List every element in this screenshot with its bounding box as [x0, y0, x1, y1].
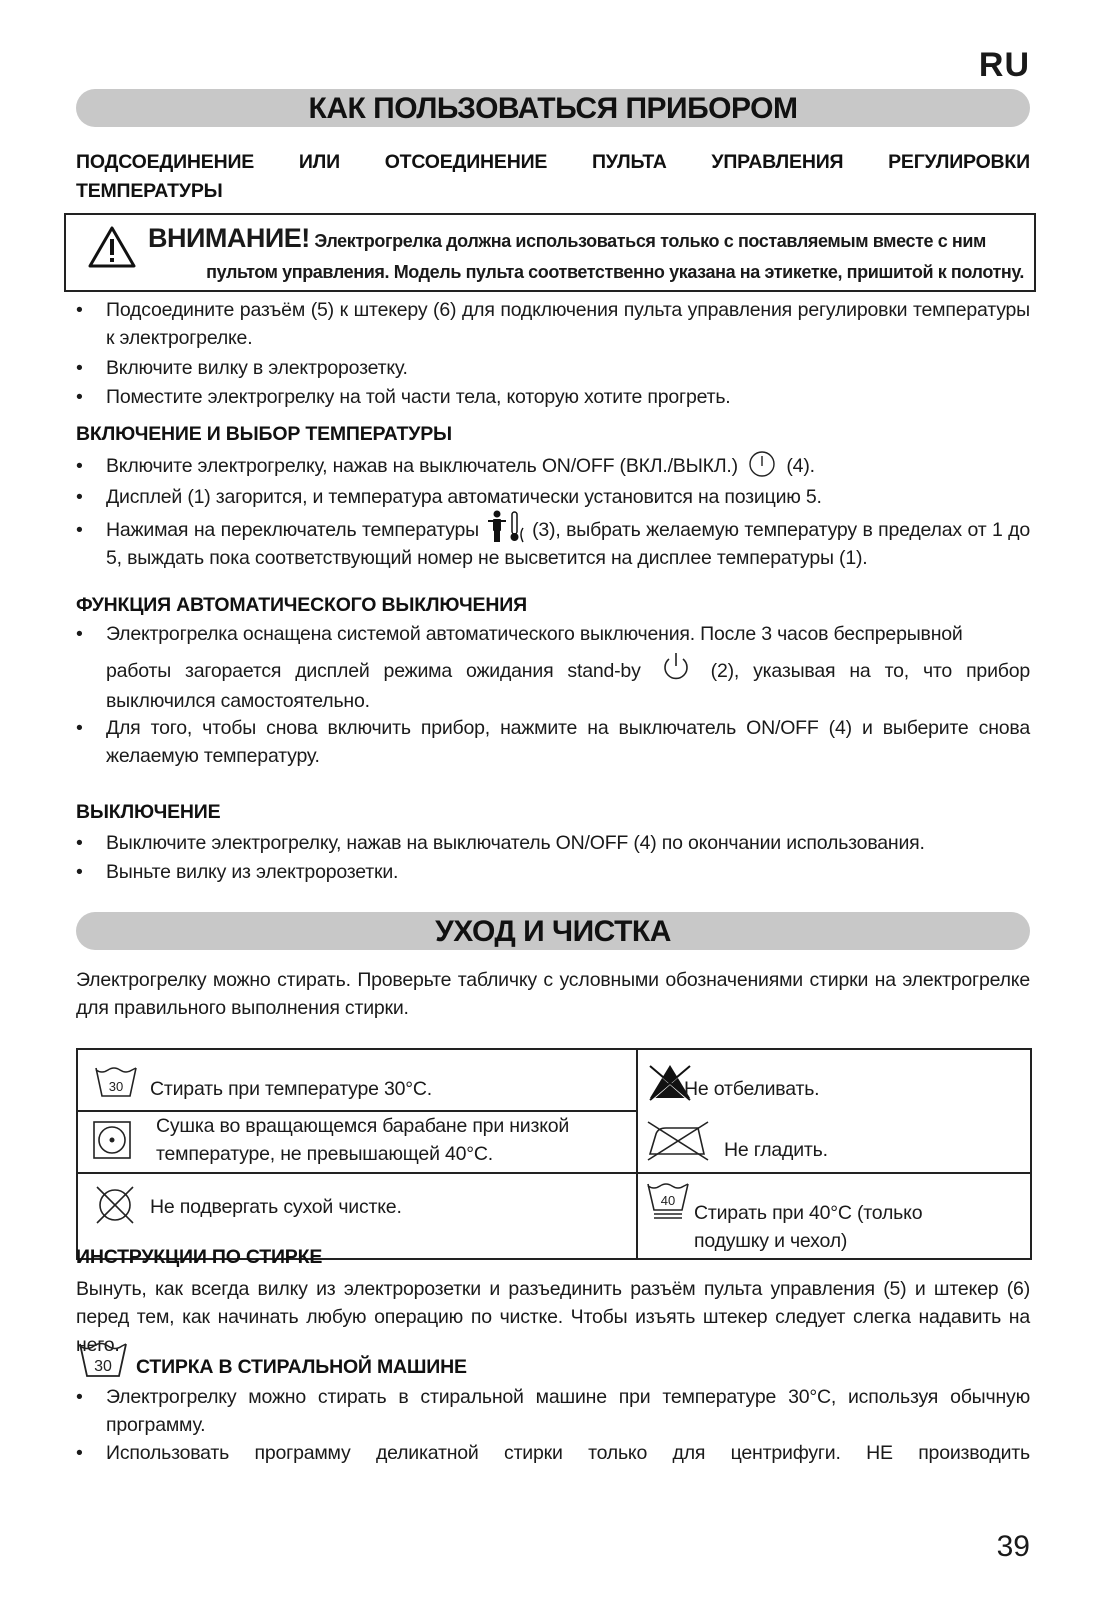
page-number: 39	[996, 1530, 1030, 1563]
no-dry-clean-icon	[94, 1184, 136, 1226]
tumble-dry-label: Сушка во вращающемся барабане при низкой температуре, не превышающей 40°C.	[156, 1115, 570, 1165]
warning-line-1: Электрогрелка должна использоваться только с поставляемым вместе с ним	[314, 231, 986, 251]
power-on-heading: ВКЛЮЧЕНИЕ И ВЫБОР ТЕМПЕРАТУРЫ	[76, 423, 452, 445]
no-dry-clean-label: Не подвергать сухой чистке.	[150, 1196, 402, 1218]
care-symbols-table	[76, 1048, 1032, 1260]
list-item: • Подсоедините разъём (5) к штекеру (6) для подключения пульта управления регулировки температуры к электрогрелке.	[76, 299, 1030, 349]
warning-triangle-icon	[88, 225, 136, 269]
language-code: RU	[978, 46, 1030, 84]
warning-label: ВНИМАНИЕ!	[148, 223, 310, 253]
warning-line-2: пультом управления. Модель пульта соответственно указана на этикетке, пришитой к полотну.	[206, 262, 1024, 282]
instructions-text: Вынуть, как всегда вилку из электророзетки и разъединить разъём пульта управления (5) и штекер (6) перед тем, как начинать любую операцию по чистке. Чтобы изъять штекер следует слегка надавить на него.	[76, 1278, 1030, 1356]
wash-40-label: Стирать при 40°C (только подушку и чехол)	[694, 1202, 923, 1252]
svg-text:40: 40	[660, 1193, 676, 1208]
machine-wash-30-icon	[78, 1340, 128, 1380]
connect-heading: ПОДСОЕДИНЕНИЕ ИЛИ ОТСОЕДИНЕНИЕ ПУЛЬТА УПРАВЛЕНИЯ РЕГУЛИРОВКИ ТЕМПЕРАТУРЫ	[76, 151, 1030, 202]
wash-30-icon	[94, 1064, 138, 1100]
temperature-switch-icon	[487, 510, 527, 544]
list-item: • Электрогрелку можно стирать в стиральной машине при температуре 30°C, используя обычную программу.	[76, 1386, 1030, 1436]
list-item: • Нажимая на переключатель температуры (3), выбрать желаемую температуру в пределах от 1 до 5, выждать пока соответствующий номер не высветится на дисплее температуры (1).	[76, 516, 1030, 576]
no-bleach-label: Не отбеливать.	[684, 1078, 820, 1100]
care-intro: Электрогрелку можно стирать. Проверьте табличку с условными обозначениями стирки на электрогрелке для правильного выполнения стирки.	[76, 969, 1030, 1019]
warning-text	[148, 223, 1024, 288]
switch-off-heading: ВЫКЛЮЧЕНИЕ	[76, 801, 221, 823]
wash-30-label: Стирать при температуре 30°C.	[150, 1078, 432, 1100]
svg-text:30: 30	[108, 1079, 124, 1094]
no-iron-label: Не гладить.	[724, 1139, 828, 1161]
section-banner-usage: КАК ПОЛЬЗОВАТЬСЯ ПРИБОРОМ	[76, 89, 1030, 127]
wash-40-icon	[646, 1180, 690, 1220]
machine-wash-heading: СТИРКА В СТИРАЛЬНОЙ МАШИНЕ	[136, 1356, 467, 1378]
list-item: • Для того, чтобы снова включить прибор, нажмите на выключатель ON/OFF (4) и выберите снова желаемую температуру.	[76, 717, 1030, 767]
section-banner-care: УХОД И ЧИСТКА	[76, 912, 1030, 950]
warning-box	[64, 213, 1036, 292]
list-item: • Электрогрелка оснащена системой автоматического выключения. После 3 часов беспрерывной работы загорается дисплей режима ожидания stand-by (2), указывая на то, что прибор выключился самостоятельно.	[76, 623, 1031, 712]
instructions-heading: ИНСТРУКЦИИ ПО СТИРКЕ	[76, 1246, 323, 1268]
svg-text:30: 30	[94, 1358, 112, 1375]
auto-off-heading: ФУНКЦИЯ АВТОМАТИЧЕСКОГО ВЫКЛЮЧЕНИЯ	[76, 594, 527, 616]
standby-icon	[659, 650, 693, 684]
power-button-icon	[747, 449, 777, 479]
no-iron-icon	[646, 1120, 710, 1162]
tumble-dry-icon	[92, 1120, 132, 1160]
